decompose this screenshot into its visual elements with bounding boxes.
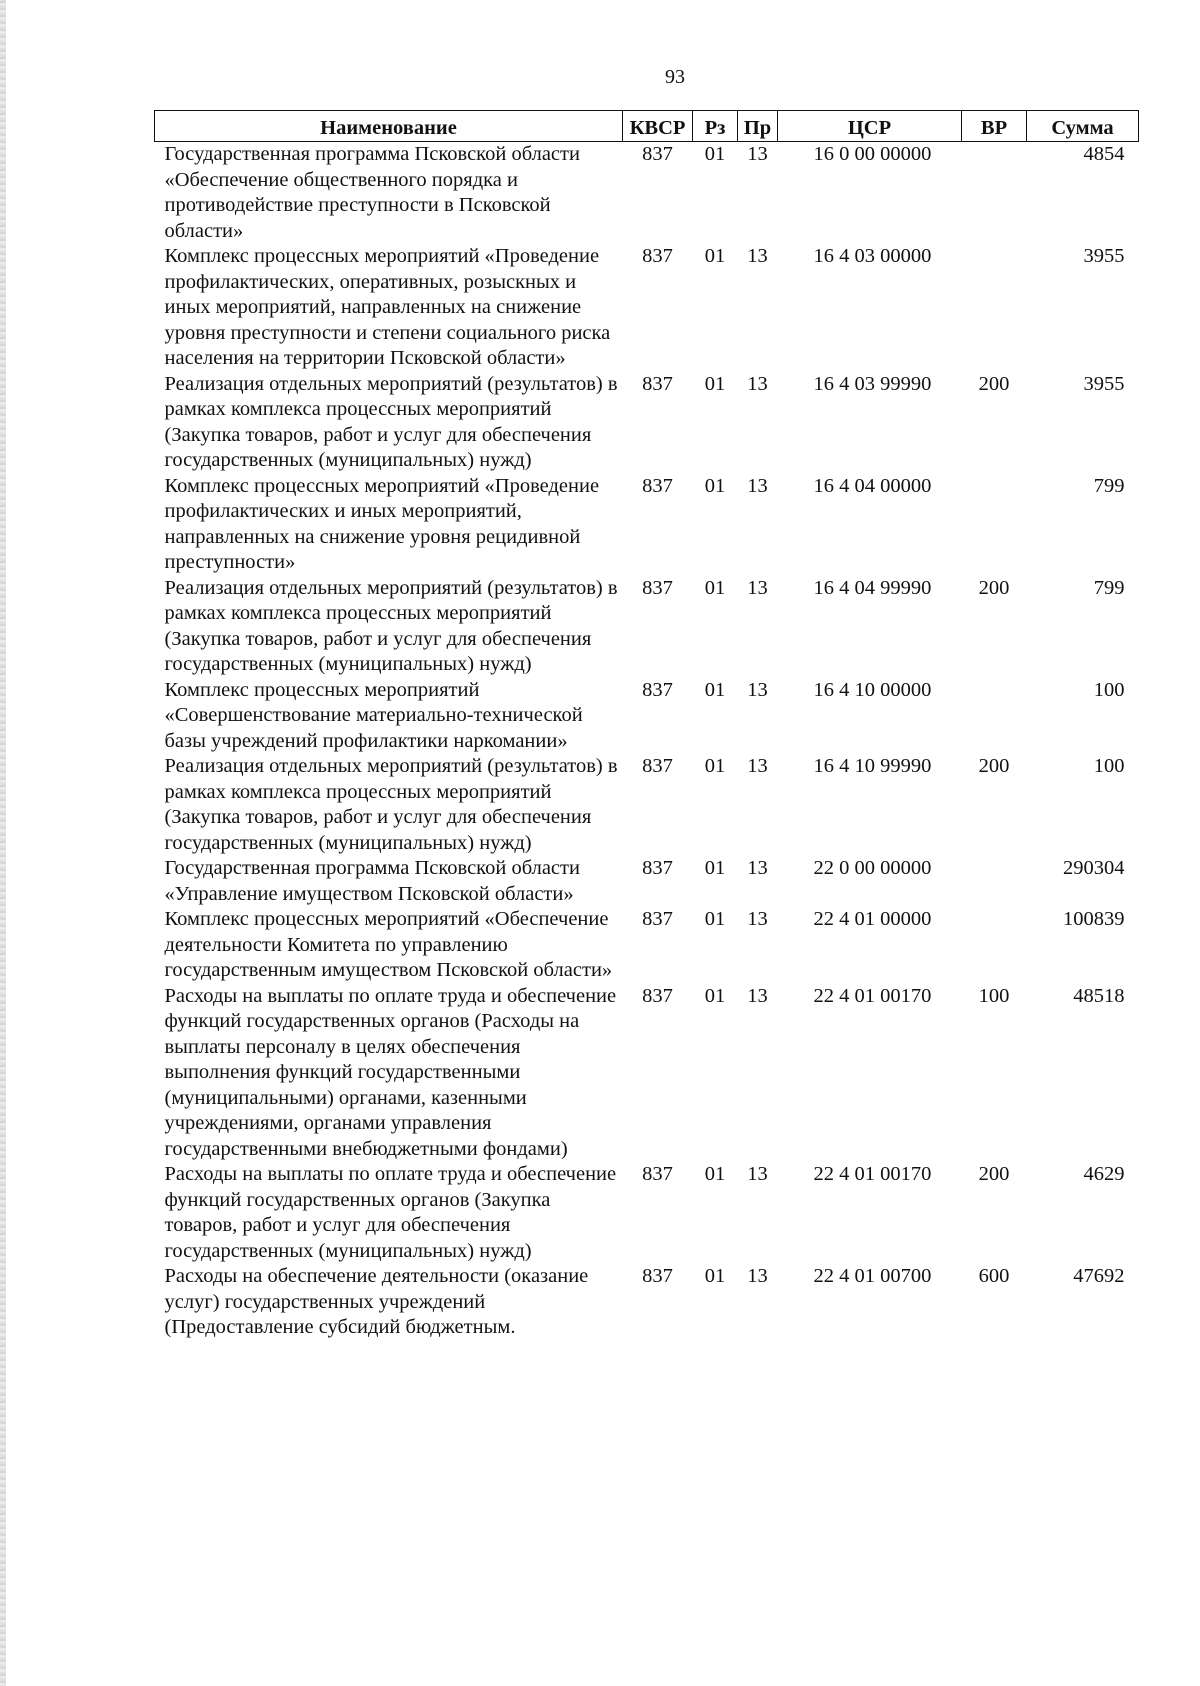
cell-csr: 22 4 01 00700 (813, 1265, 932, 1287)
cell-pr: 13 (747, 857, 768, 879)
cell-rz: 01 (704, 678, 726, 701)
cell-rz: 01 (704, 1265, 726, 1287)
budget-table (154, 110, 1139, 1341)
cell-kvsr: 837 (642, 1265, 673, 1287)
table-row (155, 907, 1139, 984)
cell-name: Реализация отдельных мероприятий (результатов) в рамках комплекса процессных мероприятий (Закупка товаров, работ и услуг для обеспечения государственных (муниципальных) нужд) (164, 372, 618, 471)
cell-rz: 01 (704, 984, 726, 1007)
header-csr: ЦСР (778, 111, 962, 142)
cell-sum: 799 (1093, 576, 1125, 599)
cell-vr: 100 (978, 984, 1010, 1007)
cell-csr: 22 4 01 00170 (813, 984, 932, 1007)
cell-name: Государственная программа Псковской области «Управление имуществом Псковской области» (164, 857, 580, 905)
cell-vr (962, 244, 1027, 372)
cell-name: Комплекс процессных мероприятий «Обеспечение деятельности Комитета по управлению государственным имуществом Псковской области» (164, 908, 613, 981)
cell-name: Комплекс процессных мероприятий «Проведение профилактических, оперативных, розыскных и иных мероприятий, направленных на снижение уровня преступности и степени социального риска населения на территории Псковской области» (164, 245, 611, 369)
cell-csr: 16 4 10 00000 (813, 678, 932, 701)
cell-kvsr: 837 (642, 372, 673, 395)
cell-name: Комплекс процессных мероприятий «Проведение профилактических и иных мероприятий, направленных на снижение уровня рецидивной преступности» (164, 474, 600, 573)
cell-kvsr: 837 (642, 857, 673, 879)
table-header (155, 111, 1139, 142)
header-rz: Рз (693, 111, 738, 142)
cell-csr: 16 0 00 00000 (813, 143, 932, 165)
cell-csr: 16 4 03 99990 (813, 372, 932, 395)
cell-sum: 100 (1093, 678, 1125, 701)
cell-csr: 22 4 01 00000 (813, 908, 932, 930)
cell-csr: 16 4 10 99990 (813, 755, 932, 777)
cell-pr: 13 (747, 678, 768, 701)
cell-vr: 200 (978, 576, 1010, 599)
cell-sum: 3955 (1083, 372, 1125, 395)
cell-pr: 13 (747, 755, 768, 777)
table-row (155, 678, 1139, 755)
cell-rz: 01 (704, 576, 726, 599)
header-name: Наименование (155, 111, 623, 142)
cell-vr (962, 907, 1027, 984)
cell-csr: 22 0 00 00000 (813, 857, 932, 879)
cell-sum: 100839 (1063, 908, 1125, 930)
cell-rz: 01 (704, 857, 726, 879)
cell-name: Государственная программа Псковской области «Обеспечение общественного порядка и противодействие преступности в Псковской области» (164, 143, 580, 242)
table-row (155, 856, 1139, 907)
cell-sum: 47692 (1073, 1265, 1125, 1287)
cell-name: Расходы на выплаты по оплате труда и обеспечение функций государственных органов (Расходы на выплаты персоналу в целях обеспечения выполнения функций государственными (муниципальными) органами, казенными учреждениями, органами управления государственными внебюджетными фондами) (164, 984, 617, 1160)
cell-kvsr: 837 (642, 755, 673, 777)
cell-rz: 01 (704, 1163, 726, 1185)
cell-vr: 200 (978, 372, 1010, 395)
cell-vr (962, 678, 1027, 755)
cell-csr: 16 4 03 00000 (813, 245, 932, 267)
header-row (155, 111, 1139, 142)
table-row (155, 1264, 1139, 1341)
cell-kvsr: 837 (642, 576, 673, 599)
table-row (155, 754, 1139, 856)
cell-rz: 01 (704, 245, 726, 267)
cell-sum: 799 (1093, 474, 1125, 497)
scan-edge (0, 0, 6, 1686)
cell-pr: 13 (747, 372, 768, 395)
table-row (155, 372, 1139, 474)
cell-kvsr: 837 (642, 678, 673, 701)
cell-rz: 01 (704, 908, 726, 930)
header-vr: ВР (962, 111, 1027, 142)
cell-pr: 13 (747, 984, 768, 1007)
cell-kvsr: 837 (642, 474, 673, 497)
cell-pr: 13 (747, 143, 768, 165)
cell-sum: 3955 (1083, 245, 1125, 267)
cell-name: Реализация отдельных мероприятий (результатов) в рамках комплекса процессных мероприятий (Закупка товаров, работ и услуг для обеспечения государственных (муниципальных) нужд) (164, 576, 618, 675)
cell-name: Расходы на выплаты по оплате труда и обеспечение функций государственных органов (Закупка товаров, работ и услуг для обеспечения государственных (муниципальных) нужд) (164, 1163, 617, 1262)
cell-sum: 100 (1093, 755, 1125, 777)
cell-name: Реализация отдельных мероприятий (результатов) в рамках комплекса процессных мероприятий (Закупка товаров, работ и услуг для обеспечения государственных (муниципальных) нужд) (164, 755, 618, 854)
cell-pr: 13 (747, 908, 768, 930)
cell-vr: 200 (978, 1163, 1010, 1185)
page-number: 93 (665, 66, 685, 88)
cell-kvsr: 837 (642, 143, 673, 165)
cell-pr: 13 (747, 474, 768, 497)
cell-kvsr: 837 (642, 245, 673, 267)
table-row (155, 474, 1139, 576)
cell-rz: 01 (704, 143, 726, 165)
cell-vr (962, 474, 1027, 576)
cell-csr: 22 4 01 00170 (813, 1163, 932, 1185)
cell-rz: 01 (704, 755, 726, 777)
cell-kvsr: 837 (642, 1163, 673, 1185)
header-sum: Сумма (1027, 111, 1139, 142)
cell-vr (962, 142, 1027, 245)
cell-sum: 4629 (1083, 1163, 1125, 1185)
cell-rz: 01 (704, 474, 726, 497)
table-row (155, 1162, 1139, 1264)
table-body (155, 142, 1139, 1341)
cell-vr: 600 (978, 1265, 1010, 1287)
cell-kvsr: 837 (642, 984, 673, 1007)
cell-csr: 16 4 04 99990 (813, 576, 932, 599)
cell-pr: 13 (747, 576, 768, 599)
cell-pr: 13 (747, 1163, 768, 1185)
table-row (155, 142, 1139, 245)
cell-vr (962, 856, 1027, 907)
cell-name: Расходы на обеспечение деятельности (оказание услуг) государственных учреждений (Предоставление субсидий бюджетным. (164, 1265, 589, 1338)
header-pr: Пр (738, 111, 778, 142)
cell-csr: 16 4 04 00000 (813, 474, 932, 497)
table-row (155, 984, 1139, 1163)
cell-rz: 01 (704, 372, 726, 395)
cell-pr: 13 (747, 1265, 768, 1287)
table-row (155, 244, 1139, 372)
cell-vr: 200 (978, 755, 1010, 777)
cell-sum: 48518 (1073, 984, 1125, 1007)
cell-kvsr: 837 (642, 908, 673, 930)
header-kvsr: КВСР (623, 111, 693, 142)
table-row (155, 576, 1139, 678)
cell-sum: 290304 (1063, 857, 1125, 879)
cell-sum: 4854 (1083, 143, 1125, 165)
cell-pr: 13 (747, 245, 768, 267)
cell-name: Комплекс процессных мероприятий «Совершенствование материально-технической базы учреждений профилактики наркомании» (164, 678, 583, 752)
